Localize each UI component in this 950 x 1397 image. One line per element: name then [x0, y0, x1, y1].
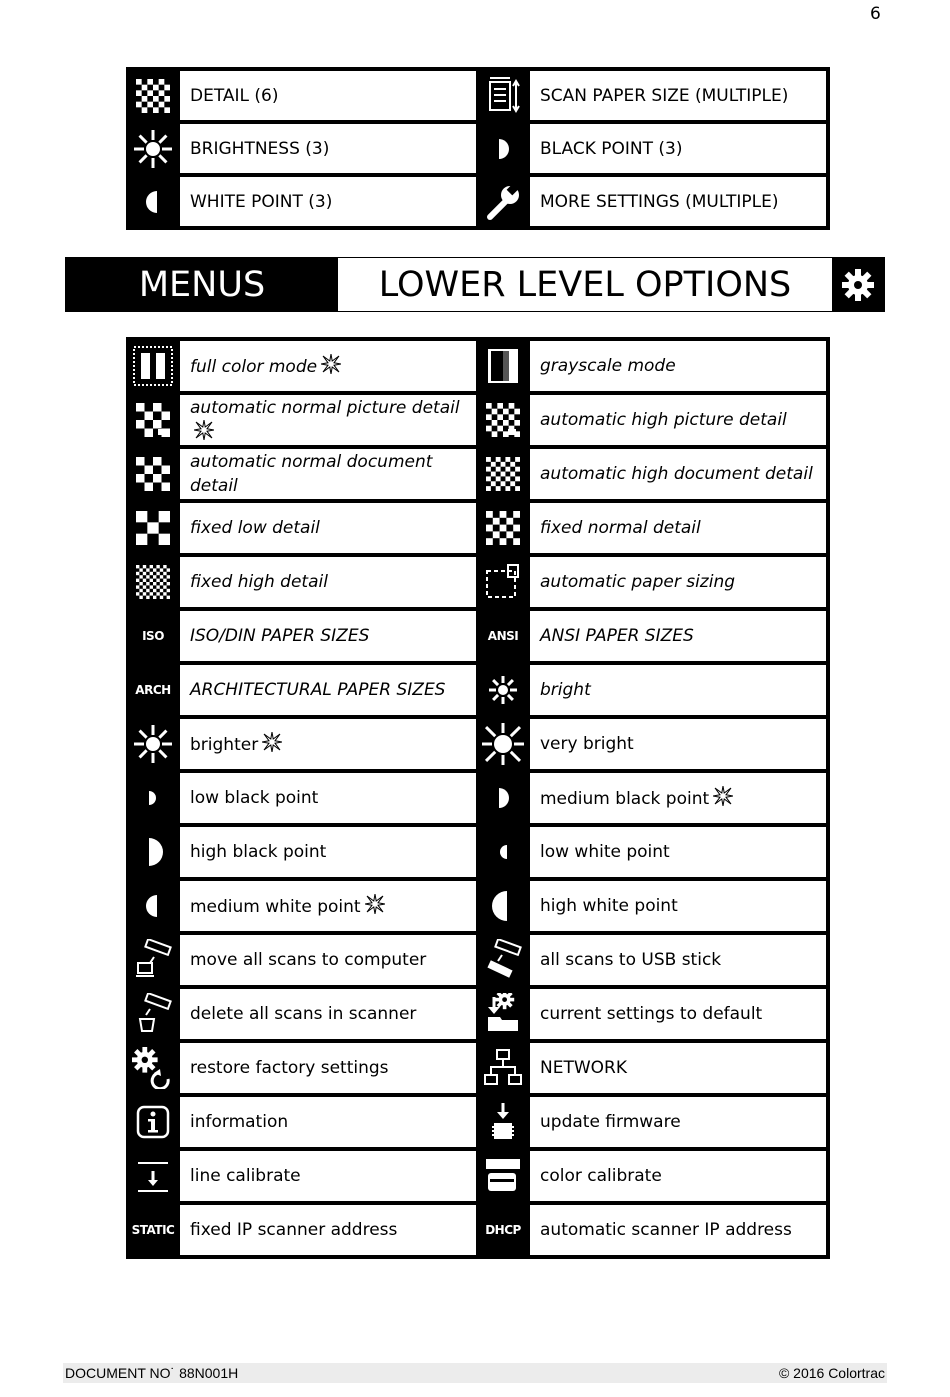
- option-label: line calibrate: [190, 1166, 301, 1186]
- option-label: ISO/DIN PAPER SIZES: [190, 626, 370, 646]
- option-label-cell: [528, 175, 828, 228]
- option-label: automatic normal picture detail: [190, 397, 460, 418]
- option-label-cell: [178, 1203, 478, 1257]
- option-label-cell: [178, 1095, 478, 1149]
- sun-icon: [130, 721, 176, 767]
- option-label: WHITE POINT (3): [190, 191, 333, 212]
- option-label: medium white point: [190, 896, 361, 917]
- icon-cell: [478, 771, 528, 825]
- default-star-icon: [262, 732, 282, 752]
- gear-icon: [832, 258, 884, 311]
- option-label: delete all scans in scanner: [190, 1004, 417, 1024]
- icon-cell: [478, 825, 528, 879]
- option-label: information: [190, 1112, 289, 1132]
- option-label-cell: [178, 771, 478, 825]
- table-row: [128, 879, 828, 933]
- option-label: automatic high document detail: [540, 464, 813, 484]
- option-label: color calibrate: [540, 1166, 662, 1186]
- option-label-cell: [528, 447, 828, 501]
- restore-factory-icon: [130, 1045, 176, 1091]
- iso-icon: ISO: [142, 629, 164, 643]
- icon-cell: [478, 987, 528, 1041]
- update-firmware-icon: [480, 1099, 526, 1145]
- option-label-cell: [178, 393, 478, 447]
- table-row: [128, 771, 828, 825]
- option-label: high white point: [540, 896, 678, 916]
- icon-cell: [478, 609, 528, 663]
- half-circle-left-icon: [130, 179, 176, 225]
- delete-scans-icon: [130, 991, 176, 1037]
- option-label-cell: [528, 1203, 828, 1257]
- table-row: [128, 717, 828, 771]
- auto-normal-picture-icon: [130, 397, 176, 443]
- grayscale-mode-icon: [480, 343, 526, 389]
- small-sun-icon: [480, 667, 526, 713]
- option-label: all scans to USB stick: [540, 950, 722, 970]
- option-label: medium black point: [540, 788, 710, 809]
- small-half-right-icon: [130, 775, 176, 821]
- table-row: [128, 987, 828, 1041]
- icon-cell: [478, 1149, 528, 1203]
- table-row: [128, 663, 828, 717]
- line-calibrate-icon: [130, 1153, 176, 1199]
- icon-cell: [128, 825, 178, 879]
- table-row: [128, 501, 828, 555]
- option-label: SCAN PAPER SIZE (MULTIPLE): [540, 85, 789, 106]
- option-label: move all scans to computer: [190, 950, 427, 970]
- option-label: update firmware: [540, 1112, 681, 1132]
- table-row: [128, 447, 828, 501]
- option-label: fixed normal detail: [540, 518, 701, 538]
- icon-cell: [478, 501, 528, 555]
- auto-high-document-icon: [480, 451, 526, 497]
- option-label: automatic paper sizing: [540, 572, 736, 592]
- option-label-cell: [178, 987, 478, 1041]
- option-label: automatic high picture detail: [540, 410, 787, 430]
- icon-cell: [478, 339, 528, 393]
- option-label: low white point: [540, 842, 670, 862]
- table-row: [128, 609, 828, 663]
- option-label-cell: [178, 339, 478, 393]
- option-label: brighter: [190, 734, 259, 755]
- option-label-cell: [178, 717, 478, 771]
- icon-cell: [128, 1041, 178, 1095]
- static-icon: STATIC: [131, 1223, 175, 1237]
- menus-heading: MENUS: [66, 258, 338, 311]
- icon-cell: [128, 393, 178, 447]
- option-label-cell: [528, 501, 828, 555]
- icon-cell: [128, 1203, 178, 1257]
- table-row: [128, 339, 828, 393]
- table-row: [128, 555, 828, 609]
- icon-cell: [128, 879, 178, 933]
- auto-high-picture-icon: [480, 397, 526, 443]
- option-label: bright: [540, 680, 591, 700]
- half-circle-right-icon: [480, 775, 526, 821]
- sun-icon: [130, 126, 176, 172]
- option-label: fixed IP scanner address: [190, 1220, 398, 1240]
- option-label: fixed low detail: [190, 518, 320, 538]
- settings-to-default-icon: [480, 991, 526, 1037]
- option-label-cell: [528, 1149, 828, 1203]
- option-label: grayscale mode: [540, 356, 676, 376]
- icon-cell: [478, 663, 528, 717]
- color-calibrate-icon: [480, 1153, 526, 1199]
- option-label-cell: [178, 663, 478, 717]
- default-star-icon: [194, 420, 214, 440]
- fixed-high-detail-icon: [130, 559, 176, 605]
- icon-cell: [128, 447, 178, 501]
- option-label: high black point: [190, 842, 327, 862]
- icon-cell: [128, 609, 178, 663]
- menus-banner: [65, 257, 885, 312]
- option-label-cell: [178, 122, 478, 175]
- option-label-cell: [178, 879, 478, 933]
- icon-cell: [128, 771, 178, 825]
- icon-cell: [128, 1149, 178, 1203]
- icon-cell: [478, 447, 528, 501]
- option-label: restore factory settings: [190, 1058, 389, 1078]
- network-icon: [480, 1045, 526, 1091]
- document-number: DOCUMENT NO˙ 88N001H: [65, 1365, 239, 1381]
- option-label-cell: [528, 771, 828, 825]
- option-label-cell: [178, 555, 478, 609]
- option-label-cell: [528, 1095, 828, 1149]
- icon-cell: [128, 69, 178, 122]
- scan-paper-size-icon: [480, 73, 526, 119]
- option-label-cell: [528, 933, 828, 987]
- icon-cell: [128, 555, 178, 609]
- icon-cell: [478, 879, 528, 933]
- option-label-cell: [528, 663, 828, 717]
- option-label-cell: [528, 879, 828, 933]
- auto-paper-sizing-icon: [480, 559, 526, 605]
- wrench-icon: [480, 179, 526, 225]
- default-star-icon: [365, 894, 385, 914]
- option-label-cell: [178, 825, 478, 879]
- large-half-left-icon: [480, 883, 526, 929]
- option-label: fixed high detail: [190, 572, 328, 592]
- option-label: ARCHITECTURAL PAPER SIZES: [190, 680, 446, 700]
- icon-cell: [128, 663, 178, 717]
- icon-cell: [128, 987, 178, 1041]
- icon-cell: [478, 1041, 528, 1095]
- table-row: [128, 175, 828, 228]
- table-row: [128, 825, 828, 879]
- table-row: [128, 1041, 828, 1095]
- default-star-icon: [321, 354, 341, 374]
- icon-cell: [478, 393, 528, 447]
- icon-cell: [478, 555, 528, 609]
- icon-cell: [478, 717, 528, 771]
- table-row: [128, 69, 828, 122]
- icon-cell: [128, 1095, 178, 1149]
- option-label: very bright: [540, 734, 634, 754]
- option-label-cell: [178, 609, 478, 663]
- information-icon: [130, 1099, 176, 1145]
- option-label: BRIGHTNESS (3): [190, 138, 330, 159]
- small-half-left-icon: [480, 829, 526, 875]
- option-label-cell: [178, 1041, 478, 1095]
- option-label-cell: [528, 1041, 828, 1095]
- option-label: low black point: [190, 788, 319, 808]
- icon-cell: [478, 933, 528, 987]
- option-label: NETWORK: [540, 1058, 627, 1078]
- icon-cell: [128, 175, 178, 228]
- option-label-cell: [178, 69, 478, 122]
- auto-normal-document-icon: [130, 451, 176, 497]
- table-row: [128, 122, 828, 175]
- option-label: ANSI PAPER SIZES: [540, 626, 694, 646]
- lower-options-table: [126, 337, 830, 1259]
- scans-to-usb-icon: [480, 937, 526, 983]
- dhcp-icon: DHCP: [485, 1223, 521, 1237]
- default-star-icon: [713, 786, 733, 806]
- option-label: DETAIL (6): [190, 85, 279, 106]
- option-label-cell: [178, 933, 478, 987]
- icon-cell: [128, 501, 178, 555]
- option-label: MORE SETTINGS (MULTIPLE): [540, 191, 779, 212]
- arch-icon: ARCH: [135, 683, 171, 697]
- option-label: full color mode: [190, 356, 318, 377]
- icon-cell: [478, 69, 528, 122]
- top-settings-table: [126, 67, 830, 230]
- option-label-cell: [178, 501, 478, 555]
- icon-cell: [128, 933, 178, 987]
- page-footer: [63, 1363, 887, 1383]
- icon-cell: [478, 175, 528, 228]
- table-row: [128, 393, 828, 447]
- detail-checker-icon: [130, 73, 176, 119]
- icon-cell: [128, 717, 178, 771]
- option-label-cell: [178, 447, 478, 501]
- copyright: © 2016 Colortrac: [778, 1365, 885, 1381]
- option-label-cell: [528, 339, 828, 393]
- ansi-icon: ANSI: [487, 629, 519, 643]
- option-label-cell: [528, 825, 828, 879]
- option-label-cell: [528, 393, 828, 447]
- option-label: automatic scanner IP address: [540, 1220, 792, 1240]
- scans-to-computer-icon: [130, 937, 176, 983]
- option-label: automatic normal document detail: [190, 452, 433, 496]
- table-row: [128, 933, 828, 987]
- option-label-cell: [528, 987, 828, 1041]
- icon-cell: [478, 122, 528, 175]
- full-color-mode-icon: [130, 343, 176, 389]
- page-number: 6: [870, 4, 881, 24]
- lower-level-options-heading: LOWER LEVEL OPTIONS: [378, 264, 792, 305]
- option-label-cell: [528, 609, 828, 663]
- large-half-right-icon: [130, 829, 176, 875]
- icon-cell: [128, 122, 178, 175]
- icon-cell: [478, 1095, 528, 1149]
- icon-cell: [478, 1203, 528, 1257]
- option-label-cell: [528, 122, 828, 175]
- large-sun-icon: [480, 721, 526, 767]
- table-row: [128, 1149, 828, 1203]
- option-label-cell: [178, 175, 478, 228]
- table-row: [128, 1203, 828, 1257]
- half-circle-right-icon: [480, 126, 526, 172]
- option-label-cell: [178, 1149, 478, 1203]
- fixed-low-detail-icon: [130, 505, 176, 551]
- half-circle-left-icon: [130, 883, 176, 929]
- table-row: [128, 1095, 828, 1149]
- option-label: current settings to default: [540, 1004, 763, 1024]
- option-label-cell: [528, 555, 828, 609]
- icon-cell: [128, 339, 178, 393]
- option-label: BLACK POINT (3): [540, 138, 683, 159]
- option-label-cell: [528, 717, 828, 771]
- fixed-normal-detail-icon: [480, 505, 526, 551]
- option-label-cell: [528, 69, 828, 122]
